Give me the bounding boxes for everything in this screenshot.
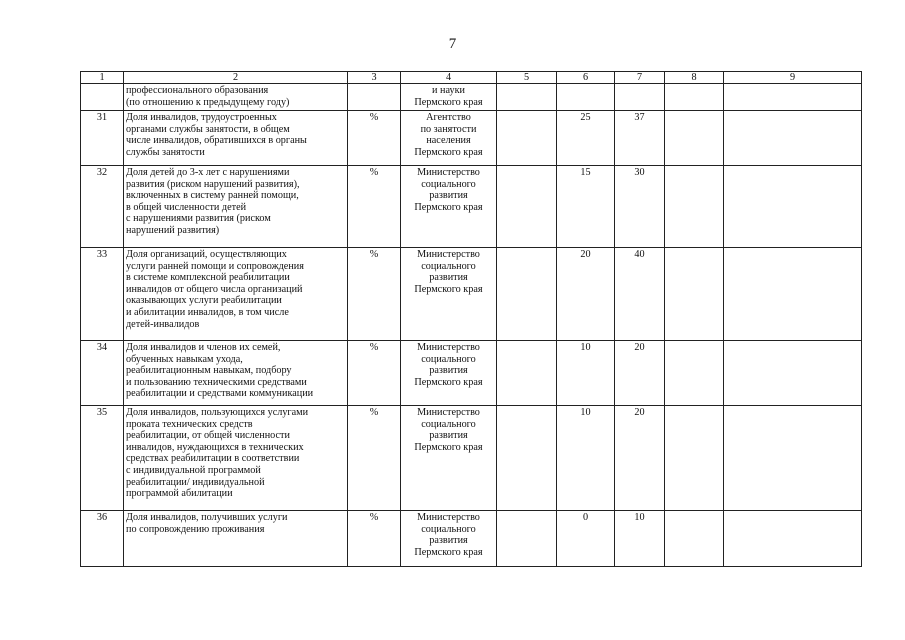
indicator-name-cell-line: развития (риском нарушений развития), [126,178,300,190]
column-7-value-cell: 10 [615,511,665,567]
column-7-value-cell [615,84,665,111]
unit-cell [348,84,401,111]
column-header-row [81,72,862,84]
indicator-name-cell-line: Доля инвалидов и членов их семей, [126,342,281,353]
responsible-org-cell-line: Пермского края [414,546,483,558]
indicator-name-cell-line: и абилитации инвалидов, в том числе [126,306,289,318]
responsible-org-cell [401,84,497,111]
row-number-cell: 34 [81,341,124,406]
column-7-value-cell: 20 [615,341,665,406]
table-row [81,511,862,567]
column-header: 6 [557,72,615,84]
responsible-org-cell-line: Пермского края [414,146,483,158]
responsible-org-cell-line: по занятости [420,123,477,135]
column-8-cell [665,511,724,567]
column-9-cell [724,111,862,166]
responsible-org-cell-line: развития [429,190,468,202]
indicator-name-cell-line: органами службы занятости, в общем [126,123,290,135]
column-9-cell [724,84,862,111]
indicator-name-cell-line: реабилитационным навыкам, подбору [126,365,292,377]
column-6-value-cell [557,84,615,111]
indicator-name-cell-line: реабилитации/ индивидуальной [126,476,265,488]
table-row [81,166,862,248]
indicator-name-cell-line: детей-инвалидов [126,318,200,330]
column-header: 8 [665,72,724,84]
indicator-name-cell-line: Доля инвалидов, пользующихся услугами [126,407,309,418]
indicator-name-cell-line: обученных навыкам ухода, [126,353,243,365]
responsible-org-cell-line: Пермского края [414,376,483,388]
indicator-name-cell-line: по сопровождению проживания [126,523,265,535]
indicator-name-cell-line: инвалидов от общего числа организаций [126,283,303,295]
responsible-org-cell [401,406,497,511]
column-8-cell [665,111,724,166]
column-7-value-cell: 20 [615,406,665,511]
indicator-name-cell-line: реабилитации, от общей численности [126,430,290,442]
column-5-cell [497,166,557,248]
indicator-name-cell [124,248,348,341]
indicator-name-cell [124,111,348,166]
indicator-name-cell [124,511,348,567]
unit-cell: % [348,511,401,567]
responsible-org-cell-line: Министерство [417,249,480,260]
column-header: 4 [401,72,497,84]
indicator-name-cell-line: включенных в систему ранней помощи, [126,190,299,202]
indicator-name-cell-line: проката технических средств [126,418,253,430]
responsible-org-cell [401,511,497,567]
indicator-name-cell [124,166,348,248]
table-row [81,341,862,406]
responsible-org-cell [401,111,497,166]
indicator-name-cell [124,341,348,406]
column-9-cell [724,166,862,248]
responsible-org-cell-line: Пермского края [414,283,483,295]
indicator-name-cell-line: Доля инвалидов, трудоустроенных [126,112,277,123]
column-6-value-cell: 15 [557,166,615,248]
indicators-table [80,71,862,567]
table-row [81,406,862,511]
column-8-cell [665,166,724,248]
column-5-cell [497,511,557,567]
indicator-name-cell-line: в системе комплексной реабилитации [126,272,290,284]
responsible-org-cell-line: социального [421,260,476,272]
indicator-name-cell-line: Доля организаций, осуществляющих [126,249,287,260]
column-6-value-cell: 25 [557,111,615,166]
row-number-cell: 31 [81,111,124,166]
unit-cell: % [348,406,401,511]
responsible-org-cell-line: Пермского края [414,441,483,453]
responsible-org-cell-line: Министерство [417,167,480,178]
row-number-cell [81,84,124,111]
column-6-value-cell: 10 [557,341,615,406]
row-number-cell: 36 [81,511,124,567]
table-row [81,84,862,111]
row-number-cell: 32 [81,166,124,248]
column-header: 9 [724,72,862,84]
indicator-name-cell [124,406,348,511]
responsible-org-cell-line: социального [421,178,476,190]
column-5-cell [497,111,557,166]
table-row [81,248,862,341]
responsible-org-cell-line: населения [426,135,471,147]
column-6-value-cell: 20 [557,248,615,341]
unit-cell: % [348,166,401,248]
column-7-value-cell: 40 [615,248,665,341]
responsible-org-cell-line: развития [429,430,468,442]
indicator-name-cell-line: профессионального образования [126,85,269,96]
indicator-name-cell-line: Доля инвалидов, получивших услуги [126,512,288,523]
responsible-org-cell-line: и науки [432,85,465,96]
indicator-name-cell-line: инвалидов, нуждающихся в технических [126,441,304,453]
indicator-name-cell-line: с индивидуальной программой [126,464,261,476]
column-8-cell [665,248,724,341]
column-header: 5 [497,72,557,84]
column-7-value-cell: 37 [615,111,665,166]
column-8-cell [665,84,724,111]
indicator-name-cell-line: в общей численности детей [126,201,247,213]
column-5-cell [497,248,557,341]
indicator-name-cell-line: оказывающих услуги реабилитации [126,295,282,307]
column-header: 2 [124,72,348,84]
column-5-cell [497,84,557,111]
responsible-org-cell-line: развития [429,365,468,377]
responsible-org-cell-line: развития [429,535,468,547]
column-8-cell [665,341,724,406]
indicator-name-cell-line: средствах реабилитации в соответствии [126,453,300,465]
column-header: 3 [348,72,401,84]
column-9-cell [724,248,862,341]
indicator-name-cell-line: Доля детей до 3-х лет с нарушениями [126,167,290,178]
column-7-value-cell: 30 [615,166,665,248]
row-number-cell: 35 [81,406,124,511]
column-8-cell [665,406,724,511]
indicator-name-cell-line: нарушений развития) [126,224,220,236]
responsible-org-cell-line: развития [429,272,468,284]
responsible-org-cell-line: Агентство [426,112,471,123]
indicator-name-cell-line: службы занятости [126,146,205,158]
column-5-cell [497,341,557,406]
responsible-org-cell [401,248,497,341]
indicator-name-cell-line: реабилитации и средствами коммуникации [126,388,314,400]
column-6-value-cell: 10 [557,406,615,511]
unit-cell: % [348,248,401,341]
responsible-org-cell-line: Пермского края [414,96,483,108]
unit-cell: % [348,111,401,166]
responsible-org-cell-line: социального [421,418,476,430]
table-row [81,111,862,166]
column-header: 1 [81,72,124,84]
table-body [81,72,862,567]
column-9-cell [724,406,862,511]
page-number: 7 [448,36,457,52]
indicator-name-cell-line: услуги ранней помощи и сопровождения [126,260,304,272]
column-9-cell [724,341,862,406]
responsible-org-cell-line: социального [421,523,476,535]
indicator-name-cell-line: (по отношению к предыдущему году) [126,96,290,108]
indicator-name-cell-line: числе инвалидов, обратившихся в органы [126,135,307,147]
indicator-name-cell [124,84,348,111]
responsible-org-cell-line: Министерство [417,512,480,523]
responsible-org-cell [401,166,497,248]
responsible-org-cell-line: Пермского края [414,201,483,213]
responsible-org-cell-line: Министерство [417,342,480,353]
indicator-name-cell-line: программой абилитации [126,488,233,500]
column-6-value-cell: 0 [557,511,615,567]
column-9-cell [724,511,862,567]
column-5-cell [497,406,557,511]
responsible-org-cell [401,341,497,406]
indicator-name-cell-line: с нарушениями развития (риском [126,213,271,225]
row-number-cell: 33 [81,248,124,341]
column-header: 7 [615,72,665,84]
responsible-org-cell-line: Министерство [417,407,480,418]
unit-cell: % [348,341,401,406]
indicator-name-cell-line: и пользованию техническими средствами [126,376,307,388]
responsible-org-cell-line: социального [421,353,476,365]
